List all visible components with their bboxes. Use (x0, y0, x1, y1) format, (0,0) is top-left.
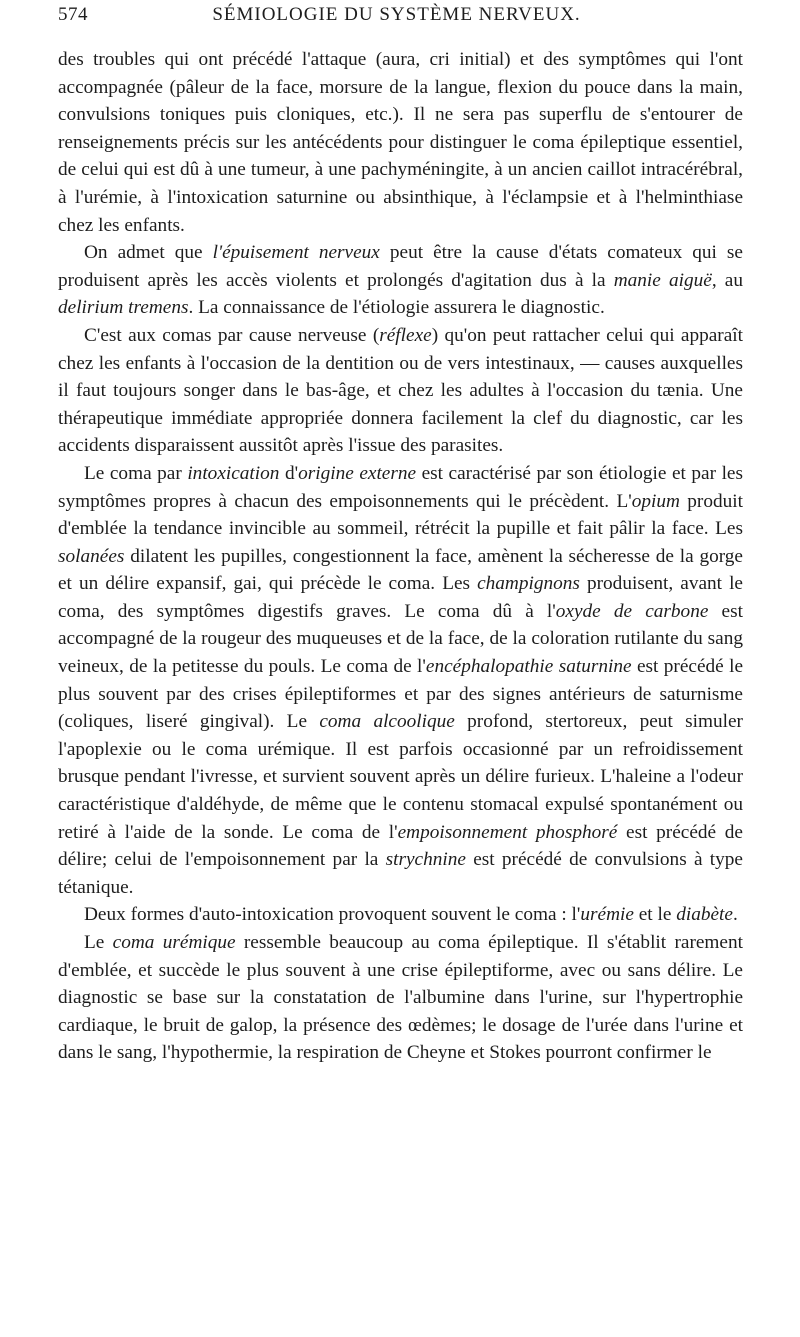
text-run: Le coma par (84, 462, 188, 484)
italic-term: strychnine (385, 849, 466, 871)
text-run: est caractérisé par son étiologie et par les symptômes propres à chacun des empoisonnements qui le précèdent. L' (58, 462, 743, 512)
text-run: Le (84, 932, 113, 953)
text-run: est précédé le plus souvent par des crises épileptiformes et par des signes antérieurs de saturnisme (coliques, liseré gingival). Le (58, 656, 744, 733)
italic-term: l'épuisement nerveux (212, 242, 380, 264)
running-title: SÉMIOLOGIE DU SYSTÈME NERVEUX. (212, 4, 581, 25)
italic-term: oxyde de carbone (555, 600, 709, 622)
italic-term: coma urémique (112, 932, 236, 953)
text-run: produisent, avant le coma, des symptômes digestifs graves. Le coma dû à l' (58, 573, 743, 622)
body-text (58, 46, 743, 1067)
text-run: On admet que (84, 242, 213, 264)
italic-term: solanées (58, 545, 125, 567)
text-run: est précédé de convulsions à type tétanique. (58, 849, 743, 898)
paragraph (58, 46, 743, 239)
italic-term: coma alcoolique (319, 711, 455, 733)
italic-term: empoisonnement phosphoré (397, 821, 618, 843)
text-run: ) qu'on peut rattacher celui qui apparaît chez les enfants à l'occasion de la dentition ou de vers intestinaux, — causes auxquelles il faut toujours songer dans le bas-âge, et chez les adultes à l'occasion du tænia. Une thérapeutique immédiate appropriée donnera facilement la clef du diagnostic, car les accidents disparaissent aussitôt après l'issue des parasites. (58, 324, 743, 457)
paragraph (58, 929, 743, 1067)
text-run: peut être la cause d'états comateux qui se produisent après les accès violents et prolongés d'agitation dus à la (58, 242, 743, 291)
text-run: , au (711, 269, 743, 291)
paragraph (58, 239, 743, 322)
page-header (58, 0, 743, 38)
text-run: dilatent les pupilles, congestionnent la face, amènent la sécheresse de la gorge et un délire expansif, gai, qui précède le coma. Les (58, 545, 743, 595)
text-run: produit d'emblée la tendance invincible au sommeil, rétrécit la pupille et fait pâlir la face. Les (58, 490, 743, 540)
page-number: 574 (58, 4, 88, 25)
paragraph (58, 901, 743, 929)
italic-term: delirium tremens (58, 297, 189, 319)
text-run: C'est aux comas par cause nerveuse ( (84, 324, 380, 346)
italic-term: opium (631, 490, 680, 512)
text-run: des troubles qui ont précédé l'attaque (aura, cri initial) et des symptômes qui l'ont accompagnée (pâleur de la face, morsure de la langue, flexion du pouce dans la main, convulsions toniques puis cloniques, etc.). Il ne sera pas superflu de s'entourer de renseignements précis sur les antécédents pour distinguer le coma épileptique essentiel, de celui qui est dû à une tumeur, à une pachyméningite, à un ancien caillot intracérébral, à l'urémie, à l'intoxication saturnine ou absinthique, à l'éclampsie et à l'helminthiase chez les enfants. (58, 49, 743, 236)
italic-term: manie aiguë (613, 269, 712, 291)
italic-term: diabète (676, 904, 733, 926)
text-run: ressemble beaucoup au coma épileptique. Il s'établit rarement d'emblée, et succède le plus souvent à une crise épileptiforme, avec ou sans délire. Le diagnostic se base sur la constatation de l'albumine dans l'urine, sur l'hypertrophie cardiaque, le bruit de galop, la présence des œdèmes; le dosage de l'urée dans l'urine et dans le sang, l'hypothermie, la respiration de Cheyne et Stokes pourront confirmer le (58, 932, 743, 1064)
paragraph (58, 460, 743, 902)
italic-term: intoxication (187, 462, 280, 484)
text-run: . La connaissance de l'étiologie assurera le diagnostic. (188, 297, 605, 319)
text-run: Deux formes d'auto-intoxication provoquent souvent le coma : l' (84, 904, 581, 926)
text-run: profond, stertoreux, peut simuler l'apoplexie ou le coma urémique. Il est parfois occasionné par un refroidissement brusque pendant l'ivresse, et survient souvent après un délire furieux. L'haleine a l'odeur caractéristique d'aldéhyde, de même que le contenu stomacal expulsé spontanément ou retiré à l'aide de la sonde. Le coma de l' (58, 711, 743, 843)
text-run: est accompagné de la rougeur des muqueuses et de la face, de la coloration rutilante du sang veineux, de la petitesse du pouls. Le coma de l' (58, 600, 743, 678)
text-run: d' (279, 462, 299, 484)
paragraph (58, 322, 743, 460)
italic-term: champignons (477, 573, 580, 595)
text-run: . (732, 904, 738, 926)
italic-term: réflexe (379, 324, 432, 346)
italic-term: urémie (580, 904, 634, 926)
text-run: et le (633, 904, 677, 926)
italic-term: encéphalopathie saturnine (425, 656, 632, 678)
text-run: est précédé de délire; celui de l'empoisonnement par la (58, 821, 743, 871)
italic-term: origine externe (298, 462, 417, 484)
